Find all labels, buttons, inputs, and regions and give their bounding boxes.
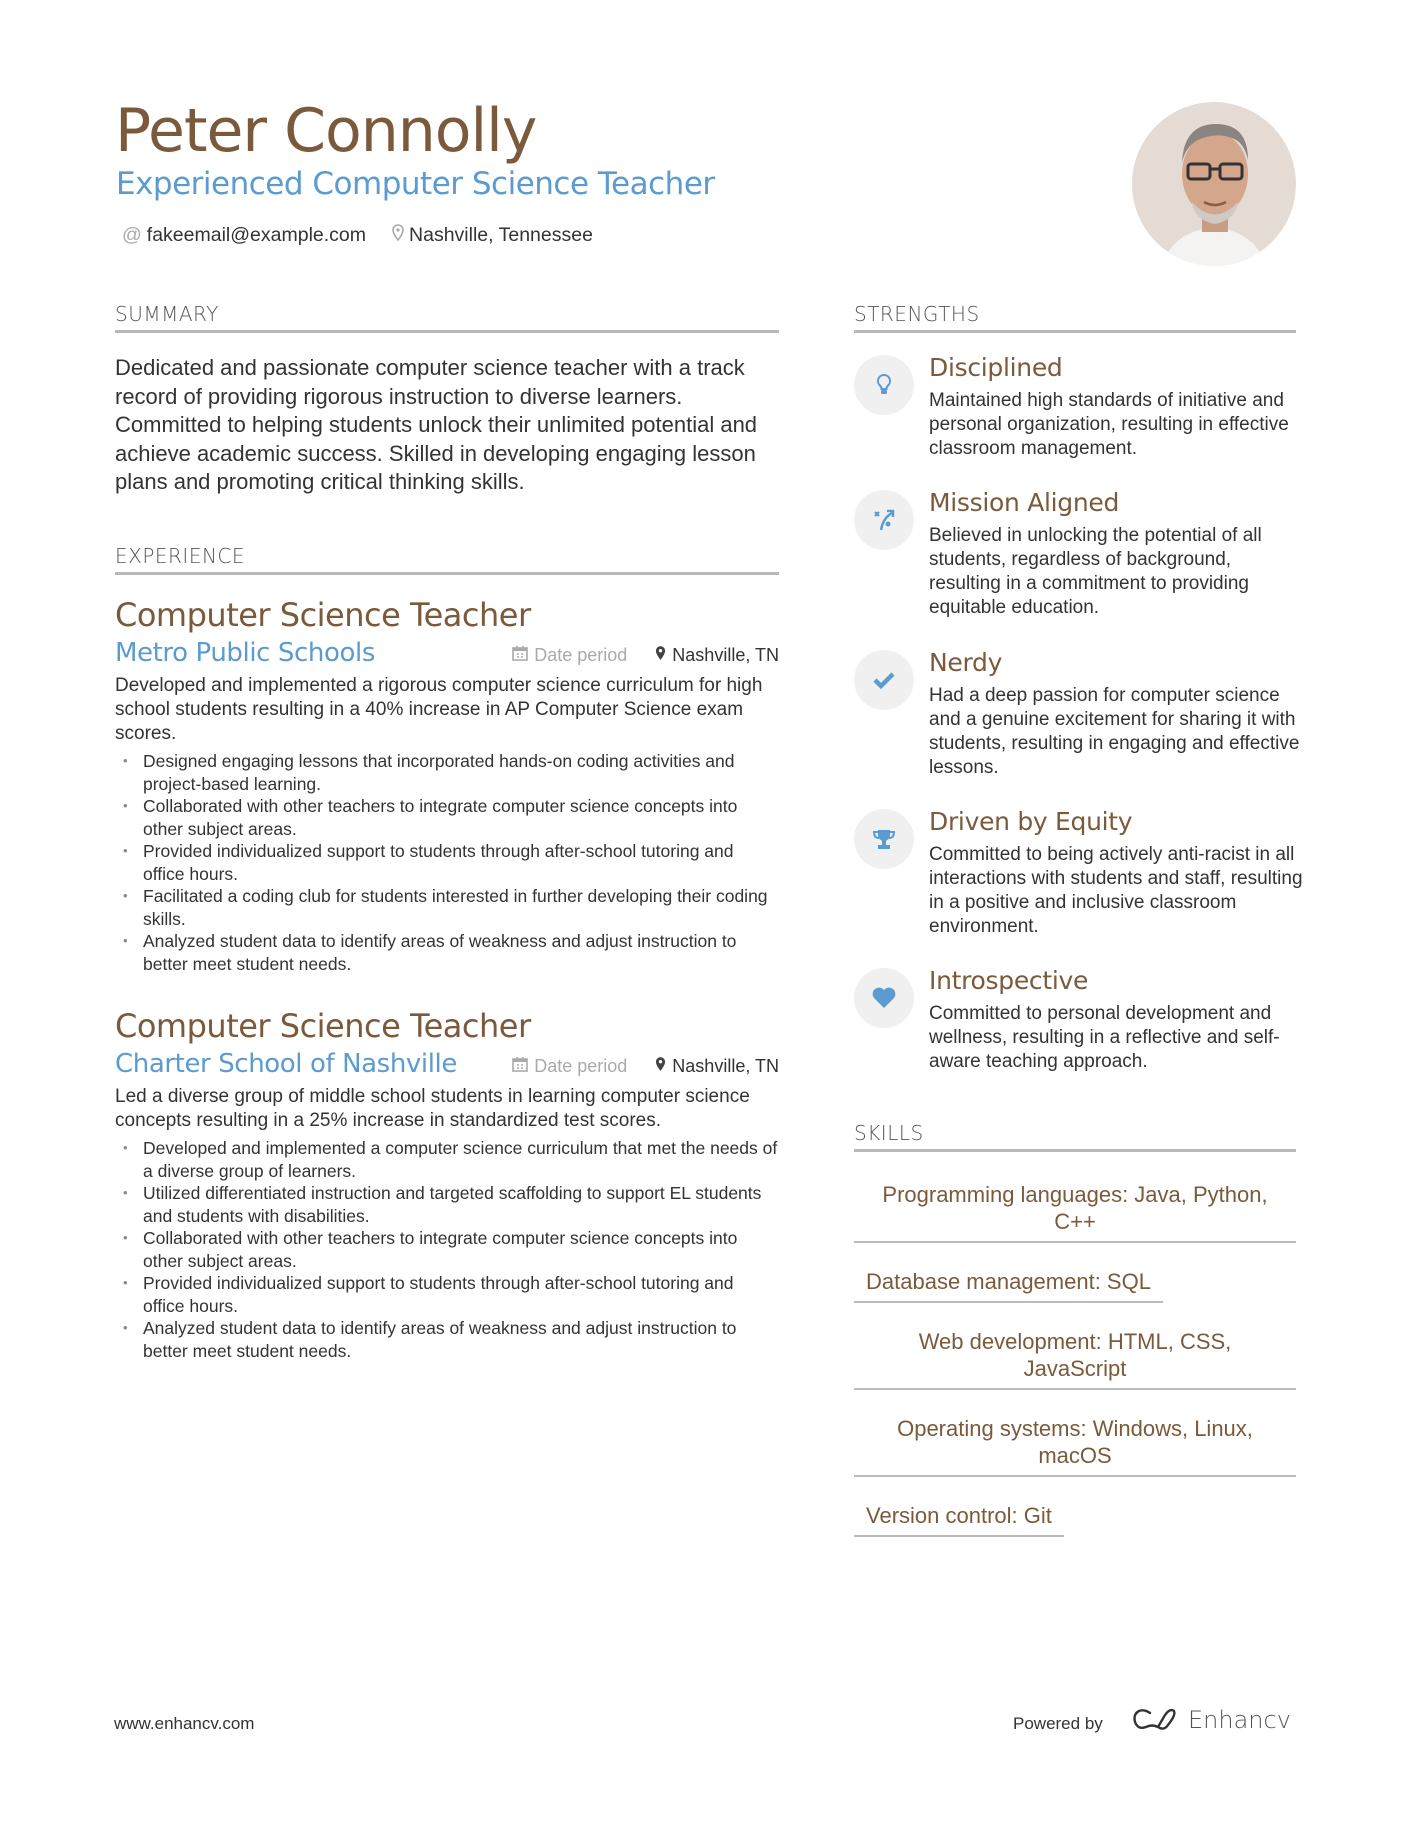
summary-text: Dedicated and passionate computer science teacher with a track record of providing rigorous instruction to diverse learners. Committed to helping students unlock their unlimited potential and achieve academic success. Skilled in developing engaging lesson plans and promoting critical thinking skills. xyxy=(115,355,758,494)
job-description: Developed and implemented a rigorous computer science curriculum for high school students resulting in a 40% increase in AP Computer Science exam scores. xyxy=(115,675,763,744)
experience-heading: EXPERIENCE xyxy=(115,544,779,575)
enhancv-logo[interactable] xyxy=(1132,1706,1291,1734)
summary-heading: SUMMARY xyxy=(115,302,779,333)
job-title: Computer Science Teacher xyxy=(115,596,531,634)
location-text: Nashville, TN xyxy=(672,1056,779,1076)
skill-tag: Programming languages: Java, Python, C++ xyxy=(854,1173,1296,1243)
check-icon xyxy=(854,650,914,710)
list-item: • Provided individualized support to students through after-school tutoring and office hours. xyxy=(115,1272,779,1317)
location-contact xyxy=(392,224,593,247)
strengths-heading: STRENGTHS xyxy=(854,302,1296,333)
strength-item xyxy=(854,488,1304,620)
list-item: • Utilized differentiated instruction and targeted scaffolding to support EL students and students with disabilities. xyxy=(115,1182,779,1227)
date-period xyxy=(512,645,627,666)
strength-item xyxy=(854,353,1304,461)
strength-description: Maintained high standards of initiative and personal organization, resulting in effective classroom management. xyxy=(929,390,1289,459)
list-item: • Analyzed student data to identify areas of weakness and adjust instruction to better meet student needs. xyxy=(115,930,779,975)
strength-title: Nerdy xyxy=(929,648,1003,677)
strategy-icon xyxy=(854,490,914,550)
list-item: • Analyzed student data to identify areas of weakness and adjust instruction to better meet student needs. xyxy=(115,1317,779,1362)
strength-description: Had a deep passion for computer science and a genuine excitement for sharing it with students, resulting in engaging and effective lessons. xyxy=(929,685,1300,778)
strength-description: Committed to being actively anti-racist in all interactions with students and staff, resulting in a positive and inclusive classroom environment. xyxy=(929,844,1303,937)
strength-title: Introspective xyxy=(929,966,1089,995)
strength-title: Mission Aligned xyxy=(929,488,1120,517)
calendar-icon xyxy=(512,1056,528,1076)
email-text: fakeemail@example.com xyxy=(146,224,367,246)
job-bullets xyxy=(115,750,779,975)
date-text: Date period xyxy=(534,1056,628,1076)
strength-description: Believed in unlocking the potential of all students, regardless of background, resulting in a commitment to providing equitable education. xyxy=(929,525,1262,618)
contact-info xyxy=(122,224,593,247)
candidate-title: Experienced Computer Science Teacher xyxy=(116,166,715,202)
footer-website-link[interactable]: www.enhancv.com xyxy=(114,1714,255,1733)
strength-description: Committed to personal development and wellness, resulting in a reflective and self-aware teaching approach. xyxy=(929,1003,1280,1072)
at-icon: @ xyxy=(122,224,142,246)
skill-tag: Database management: SQL xyxy=(854,1260,1163,1303)
lightbulb-icon xyxy=(854,355,914,415)
skill-tag: Web development: HTML, CSS, JavaScript xyxy=(854,1320,1296,1390)
location-pin-icon xyxy=(655,1056,666,1076)
date-text: Date period xyxy=(534,645,628,665)
job-location xyxy=(655,645,779,666)
list-item: • Facilitated a coding club for students interested in further developing their coding skills. xyxy=(115,885,779,930)
strength-item xyxy=(854,648,1304,780)
enhancv-logo-icon xyxy=(1132,1707,1178,1733)
skills-heading: SKILLS xyxy=(854,1121,1296,1152)
list-item: • Developed and implemented a computer science curriculum that met the needs of a diverse group of learners. xyxy=(115,1137,779,1182)
location-pin-icon xyxy=(392,224,404,246)
experience-entry xyxy=(115,1007,779,1362)
strength-title: Disciplined xyxy=(929,353,1063,382)
brand-name: Enhancv xyxy=(1188,1706,1291,1734)
company-name: Charter School of Nashville xyxy=(115,1049,457,1079)
powered-by-label: Powered by xyxy=(1013,1714,1103,1733)
job-title: Computer Science Teacher xyxy=(115,1007,531,1045)
job-location xyxy=(655,1056,779,1077)
heart-icon xyxy=(854,968,914,1028)
strength-item xyxy=(854,966,1304,1074)
calendar-icon xyxy=(512,645,528,665)
skill-tag: Version control: Git xyxy=(854,1494,1064,1537)
location-text: Nashville, Tennessee xyxy=(409,224,593,246)
strength-item xyxy=(854,807,1304,939)
company-name: Metro Public Schools xyxy=(115,638,375,668)
list-item: • Collaborated with other teachers to integrate computer science concepts into other subject areas. xyxy=(115,795,779,840)
trophy-icon xyxy=(854,809,914,869)
candidate-name: Peter Connolly xyxy=(115,96,537,166)
location-text: Nashville, TN xyxy=(672,645,779,665)
list-item: • Provided individualized support to students through after-school tutoring and office hours. xyxy=(115,840,779,885)
profile-photo xyxy=(1132,102,1296,266)
strength-title: Driven by Equity xyxy=(929,807,1133,836)
location-pin-icon xyxy=(655,645,666,665)
date-period xyxy=(512,1056,627,1077)
job-description: Led a diverse group of middle school students in learning computer science concepts resulting in a 25% increase in standardized test scores. xyxy=(115,1086,750,1131)
experience-entry xyxy=(115,596,779,975)
list-item: • Designed engaging lessons that incorporated hands-on coding activities and project-based learning. xyxy=(115,750,779,795)
job-bullets xyxy=(115,1137,779,1362)
skills-list xyxy=(854,1173,1296,1554)
list-item: • Collaborated with other teachers to integrate computer science concepts into other subject areas. xyxy=(115,1227,779,1272)
skill-tag: Operating systems: Windows, Linux, macOS xyxy=(854,1407,1296,1477)
email-contact xyxy=(122,224,366,247)
